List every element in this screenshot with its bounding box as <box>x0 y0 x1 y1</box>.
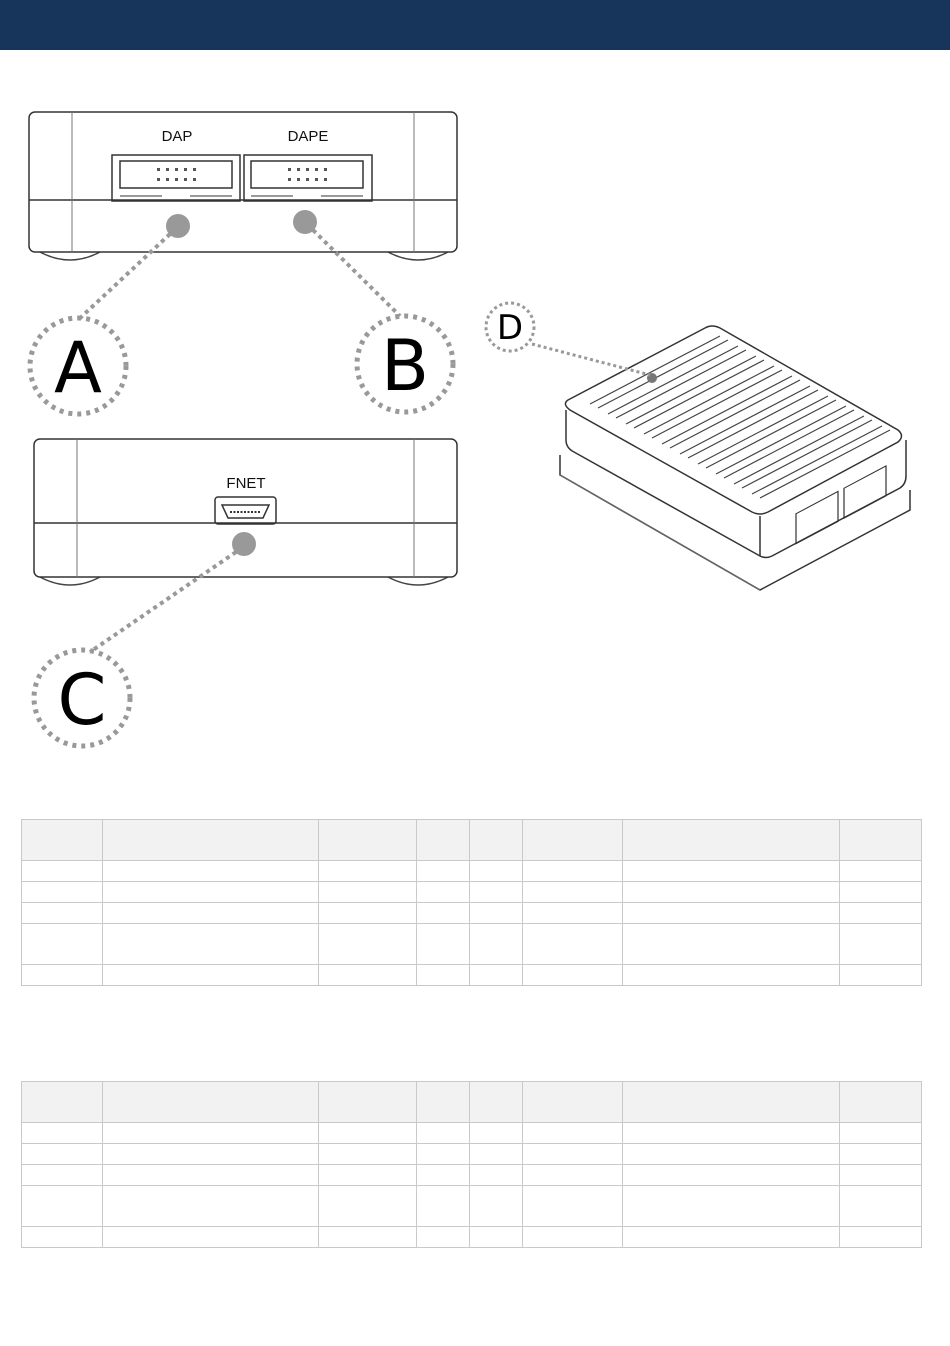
table-row <box>22 965 922 986</box>
callout-d-leader <box>532 344 650 375</box>
isometric-view-drawing <box>560 326 910 590</box>
callout-d-label: D <box>496 308 524 348</box>
table-row <box>22 1165 922 1186</box>
port-label-dape: DAPE <box>287 128 329 145</box>
callout-b-leader <box>313 230 400 316</box>
callout-a-leader <box>78 234 170 320</box>
front-view-drawing <box>34 439 457 585</box>
table-row <box>22 882 922 903</box>
heatsink-ribs <box>590 336 890 498</box>
callout-c-label: C <box>57 659 107 741</box>
table-header-row <box>22 820 922 861</box>
port-label-fnet: FNET <box>226 475 266 492</box>
callout-a-label: A <box>54 327 102 409</box>
callout-c-leader <box>90 552 236 652</box>
table-row <box>22 1123 922 1144</box>
table-row <box>22 903 922 924</box>
table-header-row <box>22 1082 922 1123</box>
table-row <box>22 1144 922 1165</box>
table-row <box>22 861 922 882</box>
table-row <box>22 1186 922 1227</box>
spec-table-1 <box>21 819 922 986</box>
port-label-dap: DAP <box>161 128 193 145</box>
table-row <box>22 1227 922 1248</box>
connector-pins <box>157 168 327 181</box>
table-row <box>22 924 922 965</box>
callout-b-label: B <box>380 325 430 407</box>
spec-table-2 <box>21 1081 922 1248</box>
top-view-drawing <box>29 112 457 260</box>
